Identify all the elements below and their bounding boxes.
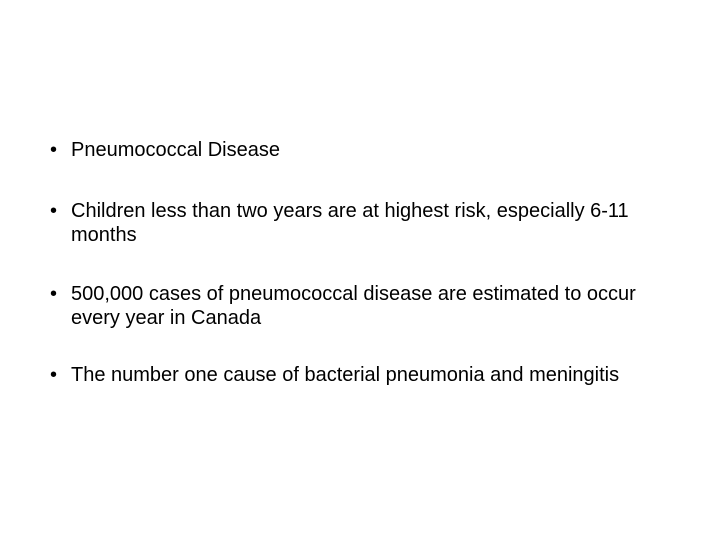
bullet-point: •	[50, 200, 58, 222]
bullet-item-pneumococcal-disease	[50, 138, 690, 162]
bullet-text: Children less than two years are at highest risk, especially 6-11 months	[71, 200, 629, 246]
bullet-item-leading-cause	[50, 363, 690, 387]
bullet-text: The number one cause of bacterial pneumonia and meningitis	[71, 364, 620, 386]
bullet-item-children-risk	[50, 199, 690, 247]
bullet-item-cases-canada	[50, 282, 690, 330]
bullet-text: 500,000 cases of pneumococcal disease are estimated to occur every year in Canada	[71, 283, 636, 329]
bullet-point: •	[50, 283, 58, 305]
bullet-list	[50, 138, 690, 424]
bullet-text: Pneumococcal Disease	[71, 139, 280, 161]
bullet-point: •	[50, 364, 58, 386]
bullet-point: •	[50, 139, 58, 161]
